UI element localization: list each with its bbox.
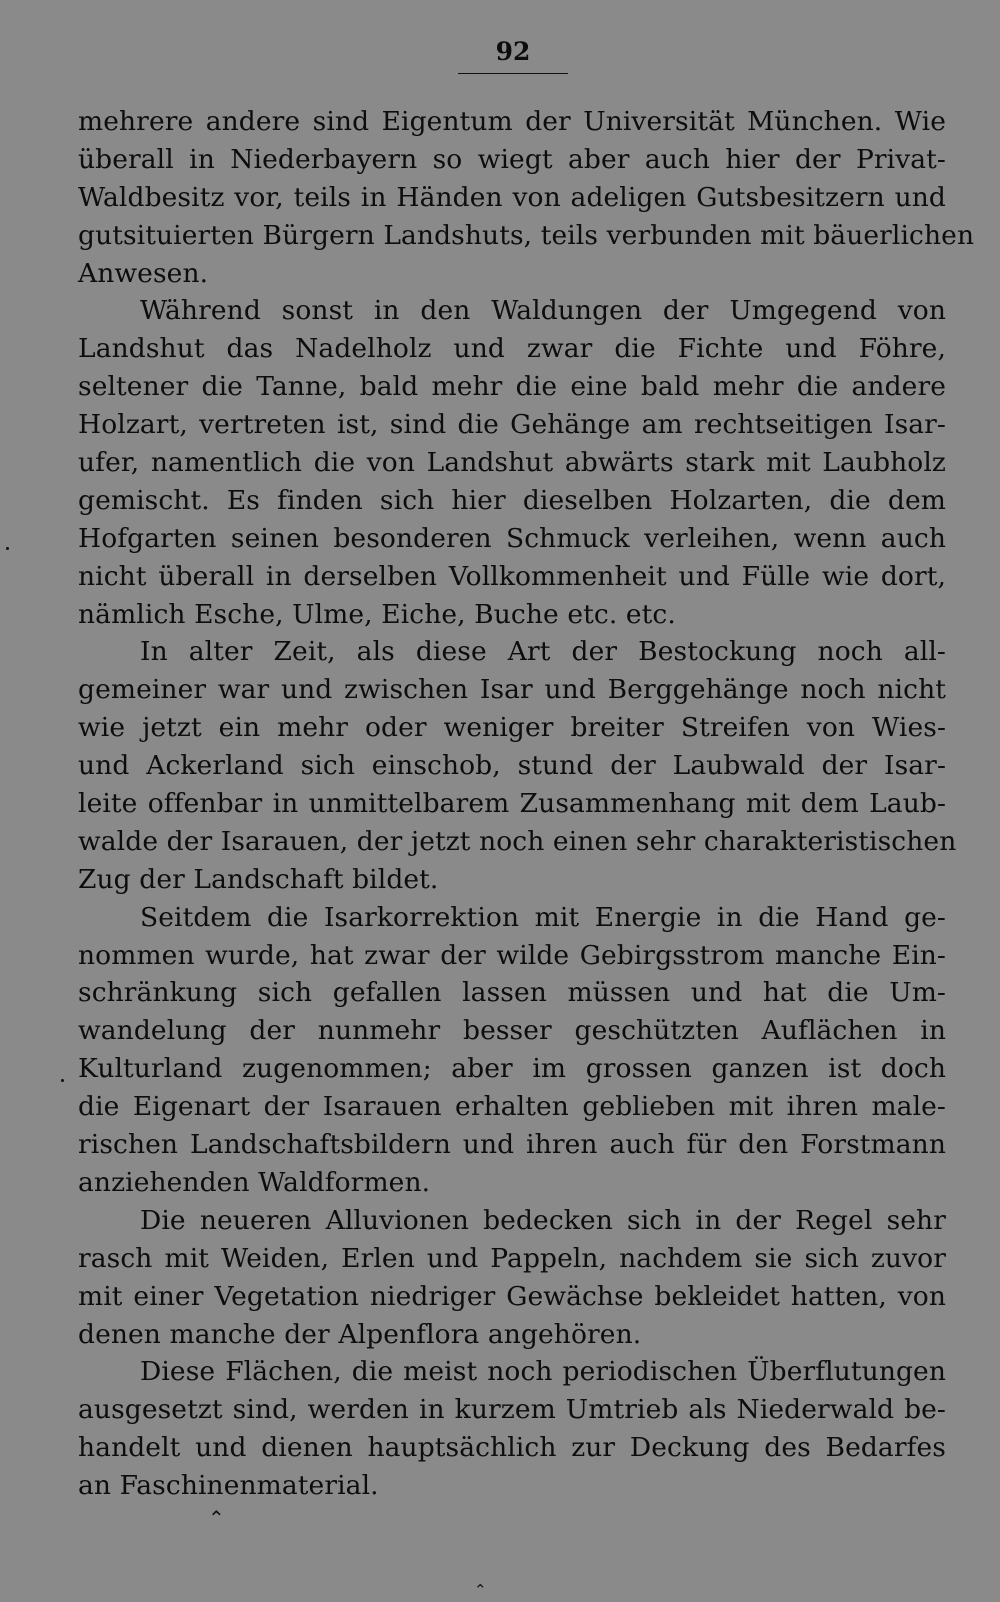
scan-mark: ⌃ <box>474 1581 487 1599</box>
text-line: Holzart, vertreten ist, sind die Gehänge am rechtseitigen Isar- <box>78 409 946 441</box>
text-line: nämlich Esche, Ulme, Eiche, Buche etc. etc. <box>78 598 676 630</box>
text-line: Hofgarten seinen besonderen Schmuck verleihen, wenn auch <box>78 522 946 554</box>
text-line: Landshut das Nadelholz und zwar die Fichte und Föhre, <box>78 333 946 365</box>
text-line: In alter Zeit, als diese Art der Bestockung noch all- <box>140 636 946 668</box>
text-line: denen manche der Alpenflora angehören. <box>78 1318 642 1350</box>
scan-mark: ⌃ <box>208 1506 225 1530</box>
text-line: Waldbesitz vor, teils in Händen von adeligen Gutsbesitzern und <box>78 181 946 213</box>
text-line: nicht überall in derselben Vollkommenheit und Fülle wie dort, <box>78 560 946 592</box>
text-line: seltener die Tanne, bald mehr die eine bald mehr die andere <box>78 371 946 403</box>
page-number-rule <box>458 73 568 74</box>
text-line: Die neueren Alluvionen bedecken sich in der Regel sehr <box>140 1204 946 1236</box>
scan-speck <box>61 1079 64 1082</box>
paragraph <box>78 1353 946 1505</box>
scan-speck <box>6 547 9 550</box>
paragraph <box>78 1202 946 1354</box>
text-line: ausgesetzt sind, werden in kurzem Umtrieb als Niederwald be- <box>78 1394 946 1426</box>
text-line: mit einer Vegetation niedriger Gewächse bekleidet hatten, von <box>78 1280 946 1312</box>
text-line: überall in Niederbayern so wiegt aber auch hier der Privat- <box>78 143 946 175</box>
text-line: gemischt. Es finden sich hier dieselben Holzarten, die dem <box>78 484 946 516</box>
page-number: 92 <box>495 37 531 66</box>
text-line: Während sonst in den Waldungen der Umgegend von <box>140 295 946 327</box>
text-line: die Eigenart der Isarauen erhalten geblieben mit ihren male- <box>78 1091 946 1123</box>
text-line: anziehenden Waldformen. <box>78 1166 431 1198</box>
paragraph <box>78 899 946 1202</box>
text-line: handelt und dienen hauptsächlich zur Deckung des Bedarfes <box>78 1432 946 1464</box>
text-line: wie jetzt ein mehr oder weniger breiter Streifen von Wies- <box>78 712 946 744</box>
text-line: Zug der Landschaft bildet. <box>78 863 439 895</box>
text-line: leite offenbar in unmittelbarem Zusammenhang mit dem Laub- <box>78 788 946 820</box>
text-line: rischen Landschaftsbildern und ihren auch für den Forstmann <box>78 1129 946 1161</box>
text-line: mehrere andere sind Eigentum der Universität München. Wie <box>78 106 946 137</box>
text-line: walde der Isarauen, der jetzt noch einen sehr charakteristischen <box>78 825 957 857</box>
paragraph <box>78 103 975 292</box>
text-line: ufer, namentlich die von Landshut abwärts stark mit Laubholz <box>78 447 946 479</box>
text-line: an Faschinenmaterial. <box>78 1470 379 1502</box>
text-line: rasch mit Weiden, Erlen und Pappeln, nachdem sie sich zuvor <box>78 1242 946 1274</box>
text-line: wandelung der nunmehr besser geschützten Auflächen in <box>78 1015 946 1047</box>
text-line: und Ackerland sich einschob, stund der Laubwald der Isar- <box>78 750 946 782</box>
paragraph <box>78 633 957 898</box>
text-line: nommen wurde, hat zwar der wilde Gebirgsstrom manche Ein- <box>78 939 946 971</box>
body-text <box>78 103 975 1505</box>
text-line: Diese Flächen, die meist noch periodischen Überflutungen <box>140 1356 946 1388</box>
text-line: gemeiner war und zwischen Isar und Berggehänge noch nicht <box>78 674 946 706</box>
paragraph <box>78 292 946 633</box>
text-line: Seitdem die Isarkorrektion mit Energie in die Hand ge- <box>140 901 946 933</box>
text-line: schränkung sich gefallen lassen müssen und hat die Um- <box>78 977 946 1009</box>
text-line: Anwesen. <box>78 257 209 289</box>
text-line: gutsituierten Bürgern Landshuts, teils verbunden mit bäuerlichen <box>78 219 975 251</box>
text-line: Kulturland zugenommen; aber im grossen ganzen ist doch <box>78 1053 946 1085</box>
